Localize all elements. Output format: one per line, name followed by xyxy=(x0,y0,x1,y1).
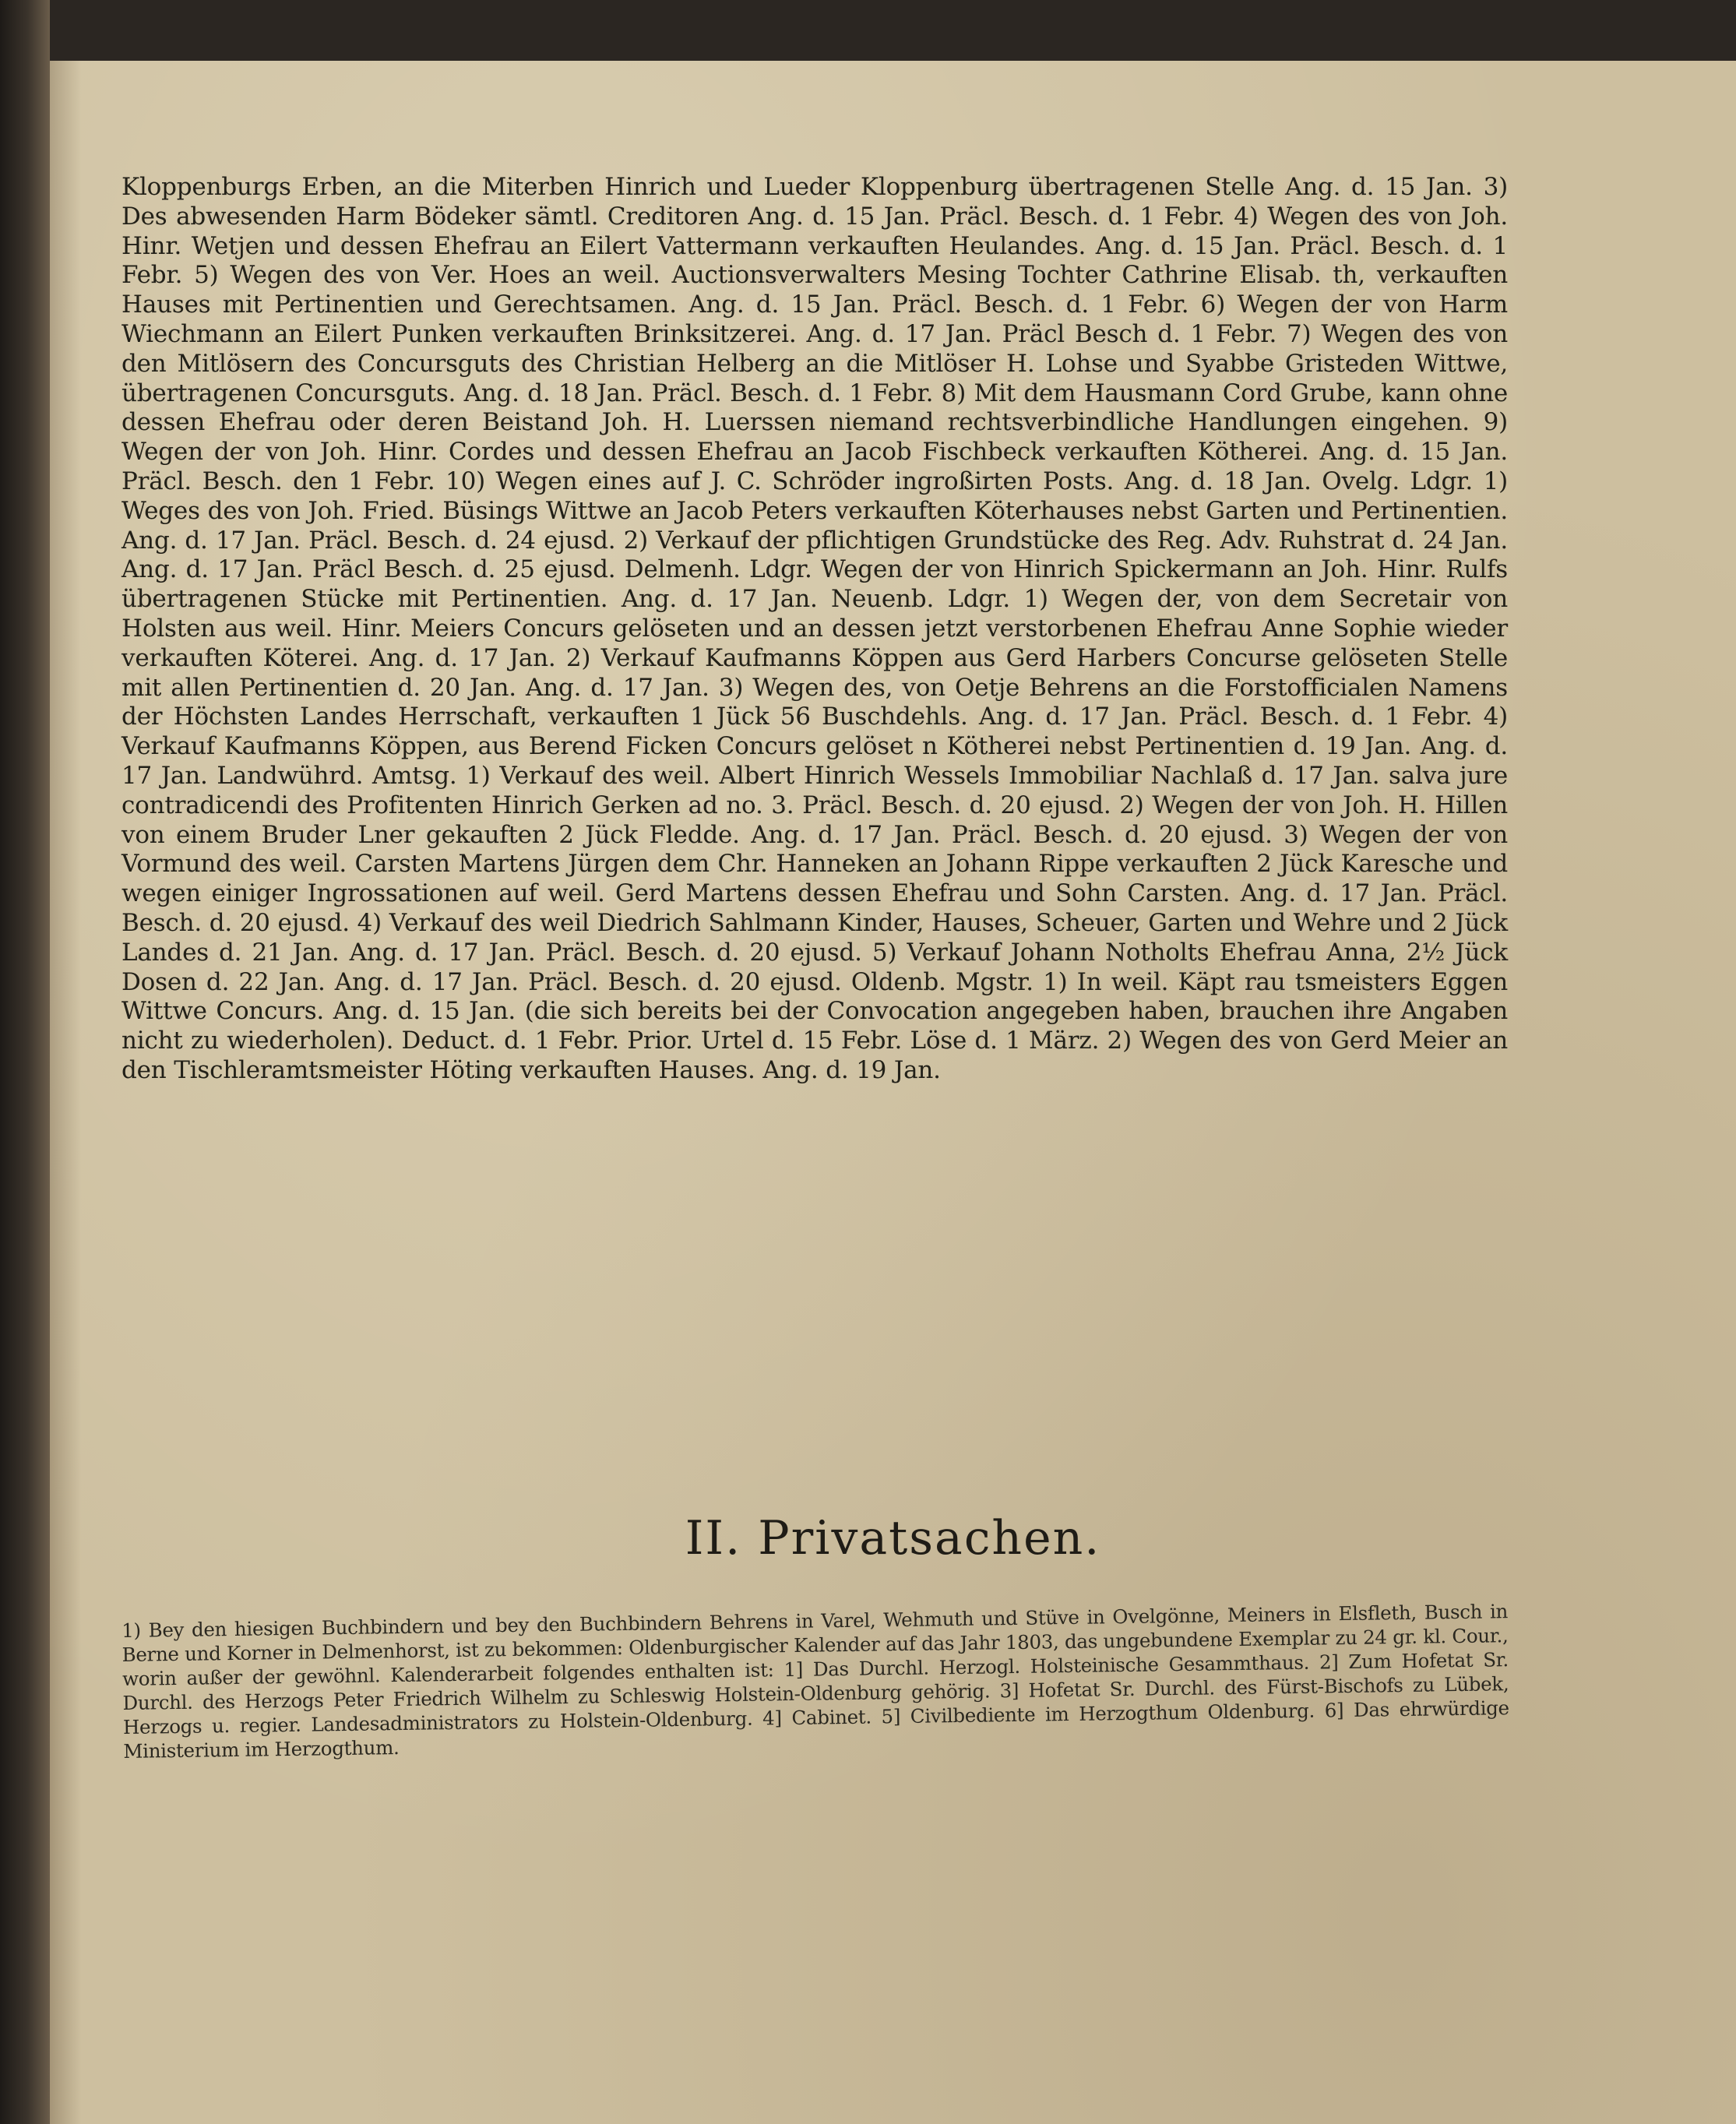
private-notice-text: 1) Bey den hiesigen Buchbindern und bey den Buchbindern Behrens in Varel, Wehmuth und Stüve in Ovelgönne, Meiners in Elsfleth, Busch in Berne und Korner in Delmenhorst, ist zu bekommen: Oldenburgischer Kalender auf das Jahr 1803, das ungebundene Exemplar zu 24 gr. kl. Cour., worin außer der gewöhnl. Kalenderarbeit folgendes enthalten ist: 1] Das Durchl. Herzogl. Holsteinische Gesammthaus. 2] Zum Hofetat Sr. Durchl. des Herzogs Peter Friedrich Wilhelm zu Schleswig Holstein-Oldenburg gehörig. 3] Hofetat Sr. Durchl. des Fürst-Bischofs zu Lübek, Herzogs u. regier. Landesadministrators zu Holstein-Oldenburg. 4] Cabinet. 5] Civilbediente im Herzogthum Oldenburg. 6] Das ehrwürdige Ministerium im Herzogthum. xyxy=(121,1600,1509,1763)
official-notices-text: Kloppenburgs Erben, an die Miterben Hinrich und Lueder Kloppenburg übertragenen Stelle Ang. d. 15 Jan. 3) Des abwesenden Harm Bödeker sämtl. Creditoren Ang. d. 15 Jan. Präcl. Besch. d. 1 Febr. 4) Wegen des von Joh. Hinr. Wetjen und dessen Ehefrau an Eilert Vattermann verkauften Heulandes. Ang. d. 15 Jan. Präcl. Besch. d. 1 Febr. 5) Wegen des von Ver. Hoes an weil. Auctionsverwalters Mesing Tochter Cathrine Elisab. th, verkauften Hauses mit Pertinentien und Gerechtsamen. Ang. d. 15 Jan. Präcl. Besch. d. 1 Febr. 6) Wegen der von Harm Wiechmann an Eilert Punken verkauften Brinksitzerei. Ang. d. 17 Jan. Präcl Besch d. 1 Febr. 7) Wegen des von den Mitlösern des Concursguts des Christian Helberg an die Mitlöser H. Lohse und Syabbe Gristeden Wittwe, übertragenen Concursguts. Ang. d. 18 Jan. Präcl. Besch. d. 1 Febr. 8) Mit dem Hausmann Cord Grube, kann ohne dessen Ehefrau oder deren Beistand Joh. H. Luerssen niemand rechtsverbindliche Handlungen eingehen. 9) Wegen der von Joh. Hinr. Cordes und dessen Ehefrau an Jacob Fischbeck verkauften Kötherei. Ang. d. 15 Jan. Präcl. Besch. den 1 Febr. 10) Wegen eines auf J. C. Schröder ingroßirten Posts. Ang. d. 18 Jan. Ovelg. Ldgr. 1) Weges des von Joh. Fried. Büsings Wittwe an Jacob Peters verkauften Köterhauses nebst Garten und Pertinentien. Ang. d. 17 Jan. Präcl. Besch. d. 24 ejusd. 2) Verkauf der pflichtigen Grundstücke des Reg. Adv. Ruhstrat d. 24 Jan. Ang. d. 17 Jan. Präcl Besch. d. 25 ejusd. Delmenh. Ldgr. Wegen der von Hinrich Spickermann an Joh. Hinr. Rulfs übertragenen Stücke mit Pertinentien. Ang. d. 17 Jan. Neuenb. Ldgr. 1) Wegen der, von dem Secretair von Holsten aus weil. Hinr. Meiers Concurs gelöseten und an dessen jetzt verstorbenen Ehefrau Anne Sophie wieder verkauften Köterei. Ang. d. 17 Jan. 2) Verkauf Kaufmanns Köppen aus Gerd Harbers Concurse gelöseten Stelle mit allen Pertinentien d. 20 Jan. Ang. d. 17 Jan. 3) Wegen des, von Oetje Behrens an die Forstofficialen Namens der Höchsten Landes Herrschaft, verkauften 1 Jück 56 Buschdehls. Ang. d. 17 Jan. Präcl. Besch. d. 1 Febr. 4) Verkauf Kaufmanns Köppen, aus Berend Ficken Concurs gelöset n Kötherei nebst Pertinentien d. 19 Jan. Ang. d. 17 Jan. Landwührd. Amtsg. 1) Verkauf des weil. Albert Hinrich Wessels Immobiliar Nachlaß d. 17 Jan. salva jure contradicendi des Profitenten Hinrich Gerken ad no. 3. Präcl. Besch. d. 20 ejusd. 2) Wegen der von Joh. H. Hillen von einem Bruder Lner gekauften 2 Jück Fledde. Ang. d. 17 Jan. Präcl. Besch. d. 20 ejusd. 3) Wegen der von Vormund des weil. Carsten Martens Jürgen dem Chr. Hanneken an Johann Rippe verkauften 2 Jück Karesche und wegen einiger Ingrossationen auf weil. Gerd Martens dessen Ehefrau und Sohn Carsten. Ang. d. 17 Jan. Präcl. Besch. d. 20 ejusd. 4) Verkauf des weil Diedrich Sahlmann Kinder, Hauses, Scheuer, Garten und Wehre und 2 Jück Landes d. 21 Jan. Ang. d. 17 Jan. Präcl. Besch. d. 20 ejusd. 5) Verkauf Johann Notholts Ehefrau Anna, 2½ Jück Dosen d. 22 Jan. Ang. d. 17 Jan. Präcl. Besch. d. 20 ejusd. Oldenb. Mgstr. 1) In weil. Käpt rau tsmeisters Eggen Wittwe Concurs. Ang. d. 15 Jan. (die sich bereits bei der Convocation angegeben haben, brauchen ihre Angaben nicht zu wiederholen). Deduct. d. 1 Febr. Prior. Urtel d. 15 Febr. Löse d. 1 März. 2) Wegen des von Gerd Meier an den Tischleramtsmeister Höting verkauften Hauses. Ang. d. 19 Jan. xyxy=(121,173,1508,1084)
section-heading: II. Privatsachen. xyxy=(685,1511,1101,1566)
book-binding xyxy=(0,0,50,2124)
book-page xyxy=(50,61,1736,2124)
